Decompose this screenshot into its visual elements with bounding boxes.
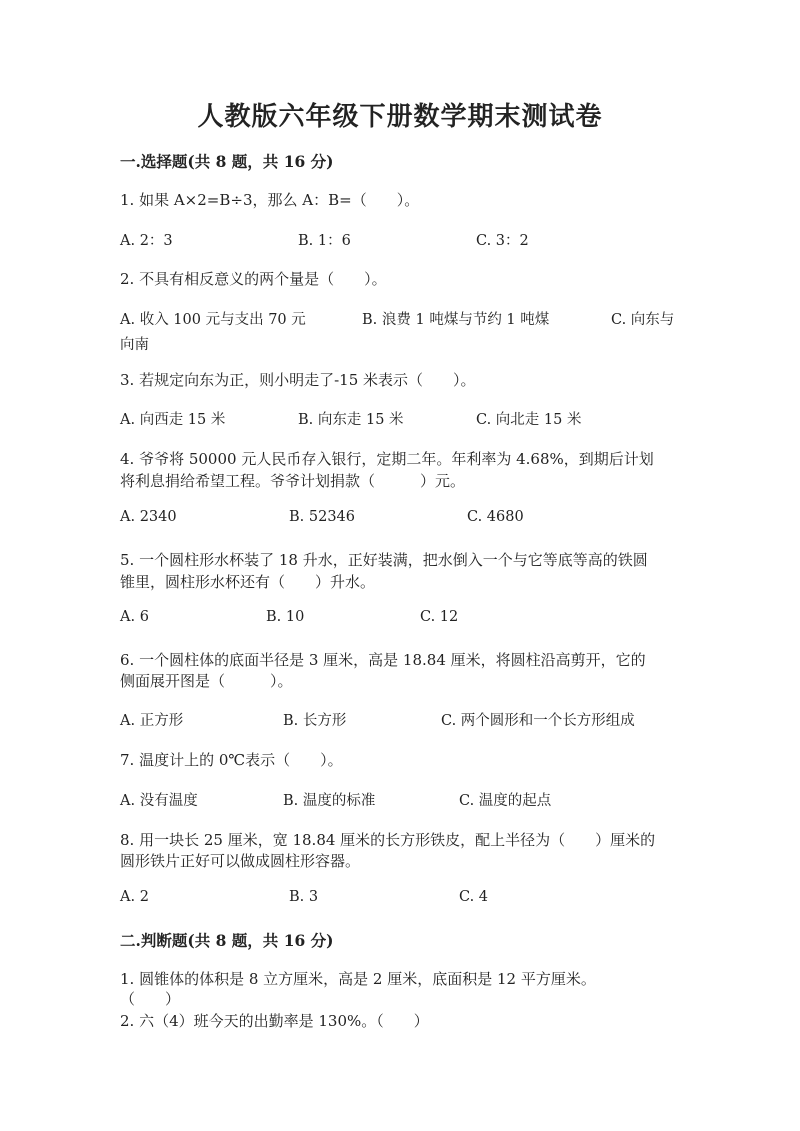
question-2: 2. 不具有相反意义的两个量是（ ）。 — [120, 270, 387, 288]
question-8-line-2: 圆形铁片正好可以做成圆柱形容器。 — [120, 852, 361, 870]
question-3: 3. 若规定向东为正，则小明走了-15 米表示（ ）。 — [120, 371, 476, 389]
question-6-option-c: C. 两个圆形和一个长方形组成 — [441, 713, 635, 729]
question-8-option-b: B. 3 — [289, 889, 319, 905]
question-4-option-c: C. 4680 — [467, 509, 524, 525]
question-5-option-a: A. 6 — [120, 609, 149, 625]
question-1-option-c: C. 3：2 — [476, 233, 529, 249]
question-7-option-b: B. 温度的标准 — [283, 793, 376, 809]
question-8-option-a: A. 2 — [120, 889, 149, 905]
question-3-option-b: B. 向东走 15 米 — [298, 412, 404, 428]
question-6-line-1: 6. 一个圆柱体的底面半径是 3 厘米，高是 18.84 厘米，将圆柱沿高剪开，它的 — [120, 651, 646, 669]
question-8-line-1: 8. 用一块长 25 厘米，宽 18.84 厘米的长方形铁皮，配上半径为（ ）厘米的 — [120, 831, 656, 849]
question-8-option-c: C. 4 — [459, 889, 489, 905]
question-5-option-b: B. 10 — [266, 609, 305, 625]
question-6-option-b: B. 长方形 — [283, 713, 347, 729]
question-7: 7. 温度计上的 0℃表示（ ）。 — [120, 751, 343, 769]
question-1: 1. 如果 A×2=B÷3，那么 A：B=（ ）。 — [120, 191, 420, 209]
question-2-option-a: A. 收入 100 元与支出 70 元 — [120, 312, 306, 328]
question-1-option-b: B. 1：6 — [298, 233, 351, 249]
question-5-line-1: 5. 一个圆柱形水杯装了 18 升水，正好装满，把水倒入一个与它等底等高的铁圆 — [120, 551, 648, 569]
question-4-line-1: 4. 爷爷将 50000 元人民币存入银行，定期二年。年利率为 4.68%，到期后计划 — [120, 450, 654, 468]
question-4-line-2: 将利息捐给希望工程。爷爷计划捐款（ ）元。 — [120, 472, 466, 490]
section-heading-choice: 一.选择题(共 8 题，共 16 分) — [120, 152, 334, 171]
question-2-option-c: C. 向东与 — [611, 312, 675, 328]
page-title: 人教版六年级下册数学期末测试卷 — [197, 102, 603, 132]
question-4-option-a: A. 2340 — [120, 509, 177, 525]
question-2-option-b: B. 浪费 1 吨煤与节约 1 吨煤 — [362, 312, 550, 328]
question-5-option-c: C. 12 — [420, 609, 459, 625]
question-5-line-2: 锥里，圆柱形水杯还有（ ）升水。 — [120, 573, 376, 591]
question-6-option-a: A. 正方形 — [120, 713, 184, 729]
question-3-option-c: C. 向北走 15 米 — [476, 412, 582, 428]
section-heading-judgement: 二.判断题(共 8 题，共 16 分) — [120, 931, 334, 950]
question-6-line-2: 侧面展开图是（ ）。 — [120, 672, 293, 690]
judgement-1-line-2: （ ） — [120, 990, 181, 1008]
question-1-option-a: A. 2：3 — [120, 233, 173, 249]
question-2-option-c-wrap: 向南 — [120, 337, 149, 353]
question-3-option-a: A. 向西走 15 米 — [120, 412, 226, 428]
question-7-option-c: C. 温度的起点 — [459, 793, 552, 809]
question-4-option-b: B. 52346 — [289, 509, 356, 525]
judgement-2: 2. 六（4）班今天的出勤率是 130%。（ ） — [120, 1012, 429, 1030]
question-7-option-a: A. 没有温度 — [120, 793, 198, 809]
judgement-1-line-1: 1. 圆锥体的体积是 8 立方厘米，高是 2 厘米，底面积是 12 平方厘米。 — [120, 970, 596, 988]
